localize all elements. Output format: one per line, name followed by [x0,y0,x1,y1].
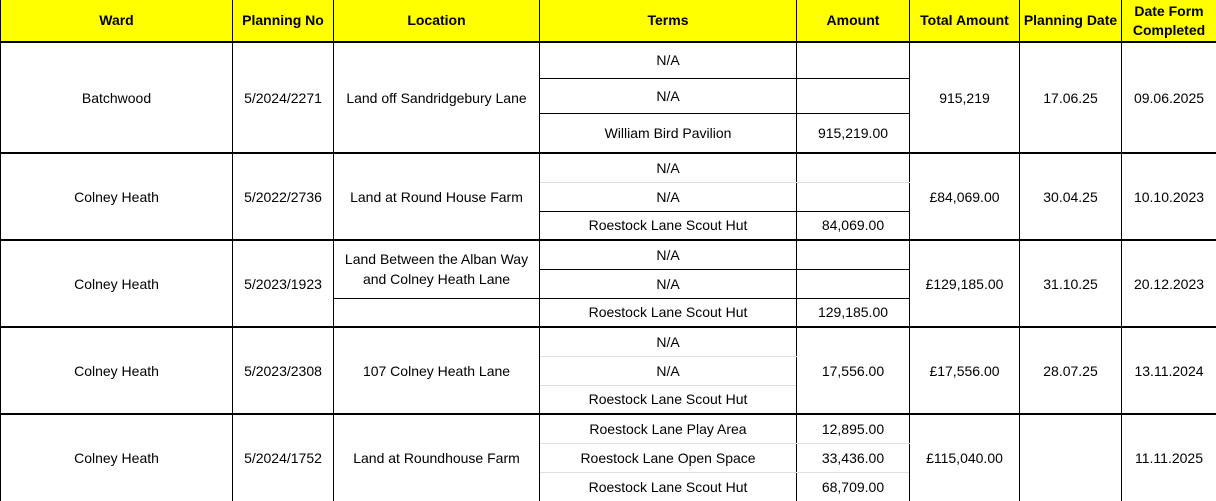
total-amount-cell: 915,219 [910,42,1020,153]
amount-cell: 915,219.00 [797,113,910,153]
terms-cell: Roestock Lane Open Space [540,443,797,472]
terms-cell: N/A [540,153,797,182]
terms-cell: N/A [540,182,797,211]
date-form-completed-cell: 13.11.2024 [1122,327,1216,414]
total-amount-cell: £129,185.00 [910,240,1020,327]
terms-cell: Roestock Lane Scout Hut [540,211,797,240]
amount-cell [797,182,910,211]
location-cell: Land at Round House Farm [334,153,540,240]
terms-cell: Roestock Lane Play Area [540,414,797,443]
header-terms: Terms [540,0,797,42]
date-form-completed-cell: 09.06.2025 [1122,42,1216,153]
planning-no-cell: 5/2022/2736 [233,153,334,240]
date-form-completed-cell: 11.11.2025 [1122,414,1216,501]
amount-cell: 84,069.00 [797,211,910,240]
terms-cell: N/A [540,356,797,385]
location-cell: Land Between the Alban Way and Colney Heath Lane [334,240,540,298]
amount-cell: 17,556.00 [797,327,910,414]
header-planning-date: Planning Date [1020,0,1122,42]
header-total-amount: Total Amount [910,0,1020,42]
terms-cell: Roestock Lane Scout Hut [540,472,797,501]
planning-no-cell: 5/2023/2308 [233,327,334,414]
location-cell: Land at Roundhouse Farm [334,414,540,501]
ward-cell: Colney Heath [1,153,233,240]
planning-no-cell: 5/2024/2271 [233,42,334,153]
header-planning-no: Planning No [233,0,334,42]
planning-date-cell: 30.04.25 [1020,153,1122,240]
table-row [1,42,1216,78]
planning-date-cell [1020,414,1122,501]
location-cell: Land off Sandridgebury Lane [334,42,540,153]
terms-cell: Roestock Lane Scout Hut [540,298,797,327]
ward-cell: Colney Heath [1,240,233,327]
location-spacer-cell [334,298,540,327]
amount-cell [797,269,910,298]
amount-cell: 68,709.00 [797,472,910,501]
terms-cell: N/A [540,78,797,113]
table-row [1,240,1216,269]
total-amount-cell: £115,040.00 [910,414,1020,501]
amount-cell: 129,185.00 [797,298,910,327]
terms-cell: N/A [540,240,797,269]
table-row [1,327,1216,356]
amount-cell [797,42,910,78]
planning-no-cell: 5/2023/1923 [233,240,334,327]
date-form-completed-cell: 20.12.2023 [1122,240,1216,327]
terms-cell: William Bird Pavilion [540,113,797,153]
ward-cell: Colney Heath [1,327,233,414]
amount-cell [797,240,910,269]
header-row [1,0,1216,42]
location-cell: 107 Colney Heath Lane [334,327,540,414]
date-form-completed-cell: 10.10.2023 [1122,153,1216,240]
header-date-form-completed: Date Form Completed [1122,0,1216,42]
amount-cell [797,153,910,182]
terms-cell: N/A [540,327,797,356]
terms-cell: Roestock Lane Scout Hut [540,385,797,414]
table-row [1,153,1216,182]
amount-cell: 33,436.00 [797,443,910,472]
header-location: Location [334,0,540,42]
total-amount-cell: £17,556.00 [910,327,1020,414]
planning-date-cell: 28.07.25 [1020,327,1122,414]
amount-cell [797,78,910,113]
planning-no-cell: 5/2024/1752 [233,414,334,501]
planning-date-cell: 17.06.25 [1020,42,1122,153]
header-ward: Ward [1,0,233,42]
ward-cell: Colney Heath [1,414,233,501]
table-row [1,414,1216,443]
planning-date-cell: 31.10.25 [1020,240,1122,327]
terms-cell: N/A [540,42,797,78]
total-amount-cell: £84,069.00 [910,153,1020,240]
ward-cell: Batchwood [1,42,233,153]
amount-cell: 12,895.00 [797,414,910,443]
terms-cell: N/A [540,269,797,298]
header-amount: Amount [797,0,910,42]
